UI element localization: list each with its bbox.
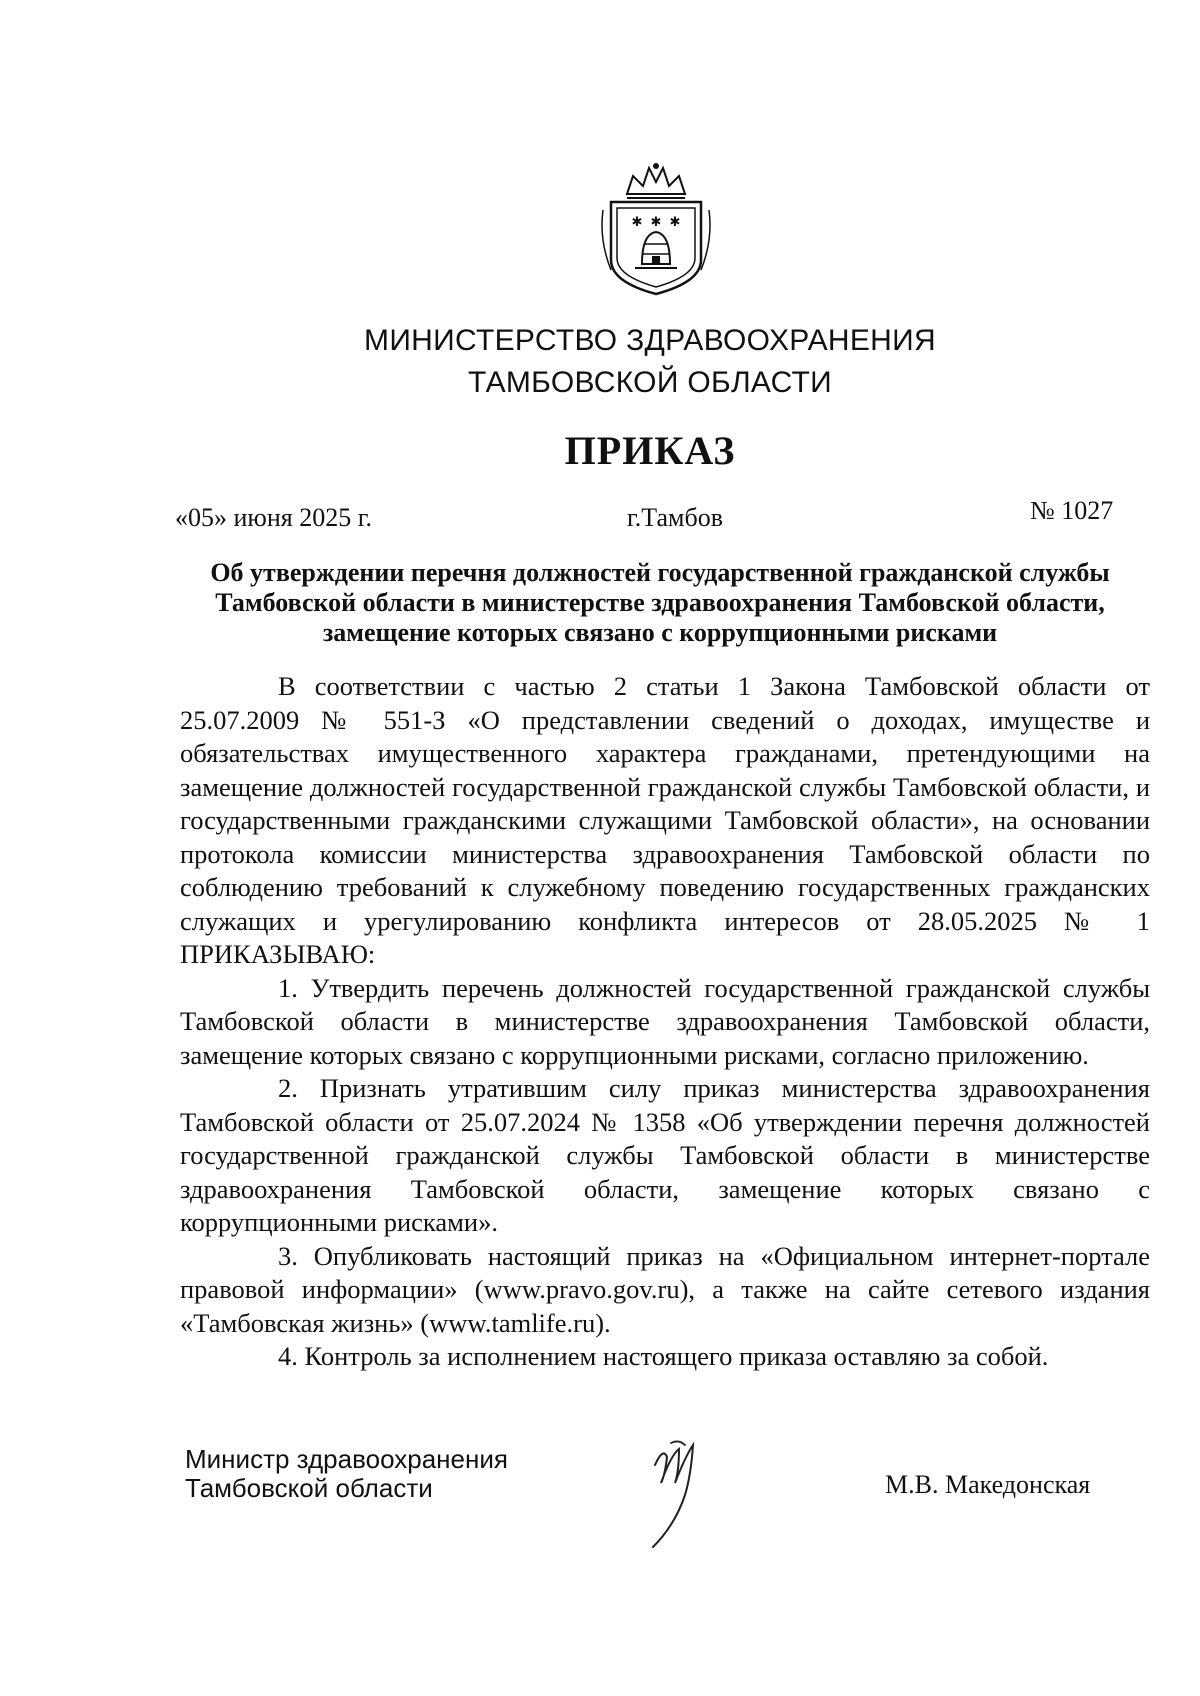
order-item-1: 1. Утвердить перечень должностей государственной гражданской службы Тамбовской области в министерстве здравоохранения Тамбовской области, замещение которых связано с коррупционными рисками, согласно приложению. xyxy=(180,972,1150,1070)
document-type-title: ПРИКАЗ xyxy=(564,428,736,473)
preamble-paragraph: В соответствии с частью 2 статьи 1 Закона Тамбовской области от 25.07.2009 № 551-З «О представлении сведений о доходах, имуществе и обязательствах имущественного характера гражданами, претендующими на замещение должностей государственной гражданской службы Тамбовской области, и государственными гражданскими служащими Тамбовской области», на основании протокола комиссии министерства здравоохранения Тамбовской области по соблюдению требований к служебному поведению государственных гражданских служащих и урегулированию конфликта интересов от 28.05.2025 № 1 ПРИКАЗЫВАЮ: xyxy=(180,671,1150,969)
order-item-4: 4. Контроль за исполнением настоящего приказа оставляю за собой. xyxy=(278,1341,1049,1371)
tambov-coat-of-arms-icon xyxy=(597,160,715,298)
signatory-position-line-2: Тамбовской области xyxy=(185,1473,433,1503)
order-subject: Об утверждении перечня должностей государственной гражданской службы Тамбовской области в министерстве здравоохранения Тамбовской области, замещение которых связано с коррупционными рисками xyxy=(210,558,1110,647)
order-item-2: 2. Признать утратившим силу приказ министерства здравоохранения Тамбовской области от 25.07.2024 № 1358 «Об утверждении перечня должностей государственной гражданской службы Тамбовской области в министерстве здравоохранения Тамбовской области, замещение которых связано с коррупционными рисками». xyxy=(180,1073,1150,1237)
svg-text:✱: ✱ xyxy=(650,215,662,230)
svg-text:✱: ✱ xyxy=(669,215,681,230)
signatory-position xyxy=(185,1445,508,1503)
ministry-line-1: МИНИСТЕРСТВО ЗДРАВООХРАНЕНИЯ xyxy=(364,324,936,357)
order-city: г.Тамбов xyxy=(627,503,723,532)
handwritten-signature-icon xyxy=(645,1435,735,1555)
signatory-name: М.В. Македонская xyxy=(885,1470,1091,1499)
order-body xyxy=(180,670,1150,1374)
ministry-line-2: ТАМБОВСКОЙ ОБЛАСТИ xyxy=(467,366,833,399)
signatory-position-line-1: Министр здравоохранения xyxy=(185,1444,508,1474)
order-item-3: 3. Опубликовать настоящий приказ на «Официальном интернет-портале правовой информации» (www.pravo.gov.ru), а также на сайте сетевого издания «Тамбовская жизнь» (www.tamlife.ru). xyxy=(180,1240,1150,1338)
svg-text:✱: ✱ xyxy=(631,215,643,230)
ministry-name xyxy=(340,320,960,404)
order-number: № 1027 xyxy=(1030,496,1114,525)
order-date: «05» июня 2025 г. xyxy=(175,503,372,532)
